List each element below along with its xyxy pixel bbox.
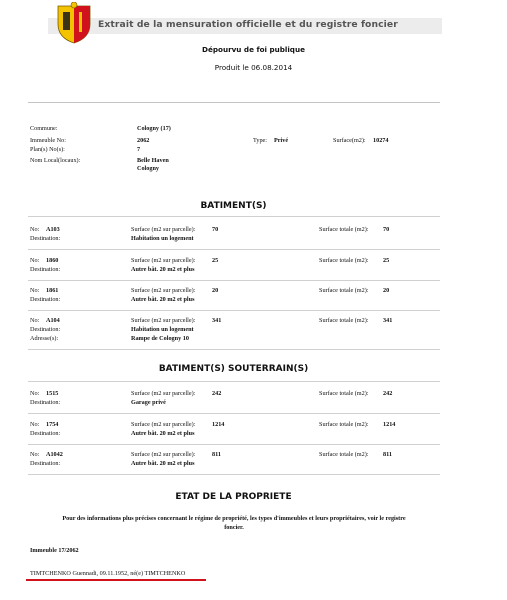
nom-local-value-1: Belle Haven <box>137 157 169 164</box>
surface-label: Surface(m2): <box>333 137 366 144</box>
type-value: Privé <box>274 137 289 144</box>
destination-value: Autre bât. 20 m2 et plus <box>131 460 195 467</box>
surface-parcelle-label: Surface (m2 sur parcelle): <box>131 257 196 264</box>
surface-parcelle-label: Surface (m2 sur parcelle): <box>131 390 196 397</box>
surface-totale-label: Surface totale (m2): <box>319 257 369 264</box>
surface-value: 10274 <box>373 137 389 144</box>
destination-label: Destination: <box>30 430 61 437</box>
owner-line: TIMTCHENKO Guennadi, 09.11.1952, né(e) TIMTCHENKO <box>30 570 186 577</box>
building-number: 1754 <box>46 421 59 428</box>
destination-value: Autre bât. 20 m2 et plus <box>131 296 195 303</box>
surface-totale-value: 242 <box>383 390 393 397</box>
commune-label: Commune: <box>30 125 58 132</box>
surface-parcelle-value: 341 <box>212 317 222 324</box>
surface-totale-value: 1214 <box>383 421 396 428</box>
no-label: No: <box>30 421 40 428</box>
surface-parcelle-label: Surface (m2 sur parcelle): <box>131 226 196 233</box>
surface-totale-value: 811 <box>383 451 392 458</box>
surface-totale-label: Surface totale (m2): <box>319 287 369 294</box>
row-divider <box>28 216 440 217</box>
row-divider <box>28 349 440 350</box>
no-label: No: <box>30 390 40 397</box>
building-number: A104 <box>46 317 60 324</box>
row-divider <box>28 381 440 382</box>
surface-totale-label: Surface totale (m2): <box>319 317 369 324</box>
destination-value: Autre bât. 20 m2 et plus <box>131 266 195 273</box>
type-label: Type: <box>253 137 267 144</box>
propriete-note-line-2: foncier. <box>224 524 244 531</box>
destination-label: Destination: <box>30 235 61 242</box>
plan-label: Plan(s) No(s): <box>30 146 65 153</box>
surface-totale-label: Surface totale (m2): <box>319 390 369 397</box>
no-label: No: <box>30 451 40 458</box>
building-number: 1515 <box>46 390 59 397</box>
surface-totale-value: 20 <box>383 287 390 294</box>
surface-parcelle-value: 20 <box>212 287 219 294</box>
row-divider <box>28 413 440 414</box>
surface-totale-value: 25 <box>383 257 390 264</box>
destination-value: Habitation un logement <box>131 235 194 242</box>
building-number: A103 <box>46 226 60 233</box>
propriete-title: ETAT DE LA PROPRIETE <box>175 492 292 502</box>
adresse-label: Adresse(s): <box>30 335 59 342</box>
row-divider <box>28 280 440 281</box>
no-label: No: <box>30 257 40 264</box>
souterrains-title: BATIMENT(S) SOUTERRAIN(S) <box>158 364 309 374</box>
surface-totale-label: Surface totale (m2): <box>319 451 369 458</box>
destination-label: Destination: <box>30 266 61 273</box>
immeuble-value: 2062 <box>137 137 150 144</box>
destination-label: Destination: <box>30 296 61 303</box>
destination-value: Habitation un logement <box>131 326 194 333</box>
surface-parcelle-value: 70 <box>212 226 219 233</box>
geneva-crest-icon <box>55 2 93 44</box>
adresse-value: Rampe de Cologny 10 <box>131 335 189 342</box>
immeuble-label: Immeuble No: <box>30 137 66 144</box>
surface-parcelle-value: 1214 <box>212 421 225 428</box>
surface-totale-value: 341 <box>383 317 393 324</box>
no-label: No: <box>30 317 40 324</box>
destination-value: Garage privé <box>131 399 166 406</box>
commune-value: Cologny (17) <box>137 125 171 132</box>
no-label: No: <box>30 226 40 233</box>
surface-parcelle-label: Surface (m2 sur parcelle): <box>131 421 196 428</box>
building-number: 1861 <box>46 287 59 294</box>
nom-local-label: Nom Local(locaux): <box>30 157 81 164</box>
batiments-title: BATIMENT(S) <box>200 201 267 211</box>
surface-totale-value: 70 <box>383 226 390 233</box>
destination-label: Destination: <box>30 326 61 333</box>
building-number: 1860 <box>46 257 59 264</box>
surface-totale-label: Surface totale (m2): <box>319 421 369 428</box>
destination-value: Autre bât. 20 m2 et plus <box>131 430 195 437</box>
row-divider <box>28 444 440 445</box>
surface-totale-label: Surface totale (m2): <box>319 226 369 233</box>
owner-underline <box>26 579 206 581</box>
immeuble-ref: Immeuble 17/2062 <box>30 547 79 554</box>
propriete-note-line-1: Pour des informations plus précises concernant le régime de propriété, les types d'immeubles et leurs propriétaires, voir le registre <box>62 515 406 522</box>
surface-parcelle-label: Surface (m2 sur parcelle): <box>131 317 196 324</box>
surface-parcelle-label: Surface (m2 sur parcelle): <box>131 287 196 294</box>
document-title: Extrait de la mensuration officielle et du registre foncier <box>98 19 398 30</box>
surface-parcelle-value: 25 <box>212 257 219 264</box>
subtitle: Dépourvu de foi publique <box>202 45 305 54</box>
building-number: A1042 <box>46 451 63 458</box>
surface-parcelle-value: 811 <box>212 451 221 458</box>
destination-label: Destination: <box>30 399 61 406</box>
row-divider <box>28 310 440 311</box>
divider <box>28 102 440 103</box>
destination-label: Destination: <box>30 460 61 467</box>
surface-parcelle-label: Surface (m2 sur parcelle): <box>131 451 196 458</box>
nom-local-value-2: Cologny <box>137 165 160 172</box>
plan-value: 7 <box>137 146 141 153</box>
surface-parcelle-value: 242 <box>212 390 222 397</box>
row-divider <box>28 474 440 475</box>
row-divider <box>28 249 440 250</box>
produced-date: Produit le 06.08.2014 <box>214 63 293 72</box>
no-label: No: <box>30 287 40 294</box>
